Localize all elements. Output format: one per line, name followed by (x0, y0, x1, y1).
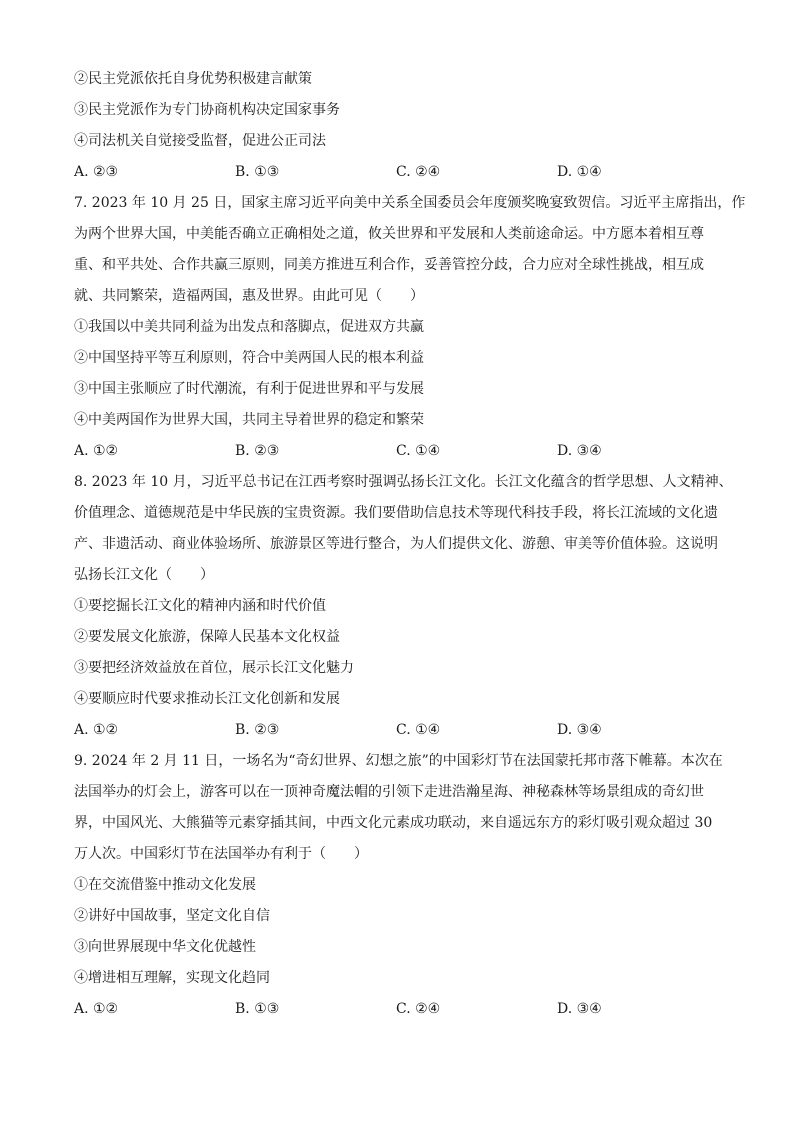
question-9 (74, 746, 724, 1025)
statement: ①我国以中美共同利益为出发点和落脚点，促进双方共赢 (74, 319, 424, 335)
question-stem-line: 产、非遗活动、商业体验场所、旅游景区等进行整合，为人们提供文化、游憩、审美等价值体验。这说明 (74, 536, 718, 552)
question-stem-line: 界，中国风光、大熊猫等元素穿插其间，中西文化元素成功联动，来自遥远东方的彩灯吸引观众超过 30 (74, 815, 713, 831)
question-stem-line: 为两个世界大国，中美能否确立正确相处之道，攸关世界和平发展和人类前途命运。中方愿本着相互尊 (74, 226, 704, 242)
option-b: B. ②③ (235, 722, 280, 738)
statement: ①在交流借鉴中推动文化发展 (74, 877, 256, 893)
statement: ④增进相互理解，实现文化趋同 (74, 970, 270, 986)
option-a: A. ②③ (74, 164, 119, 180)
statement: ②民主党派依托自身优势积极建言献策 (74, 71, 312, 87)
question-8 (74, 467, 733, 746)
exam-page (74, 64, 746, 1025)
option-d: D. ③④ (557, 1001, 602, 1017)
option-b: B. ②③ (235, 443, 280, 459)
statement: ②要发展文化旅游，保障人民基本文化权益 (74, 629, 340, 645)
answer-options (74, 994, 724, 1025)
question-stem-line: 8. 2023 年 10 月，习近平总书记在江西考察时强调弘扬长江文化。长江文化蕴含的哲学思想、人文精神、 (74, 474, 733, 490)
statement: ③要把经济效益放在首位，展示长江文化魅力 (74, 660, 354, 676)
answer-options (74, 436, 724, 467)
answer-options (74, 157, 724, 188)
question-stem-line: 万人次。中国彩灯节在法国举办有利于（ ） (74, 846, 368, 862)
answer-options (74, 715, 724, 746)
question-stem-line: 弘扬长江文化（ ） (74, 567, 214, 583)
statement: ①要挖掘长江文化的精神内涵和时代价值 (74, 598, 326, 614)
statement: ④要顺应时代要求推动长江文化创新和发展 (74, 691, 340, 707)
question-6-continuation (74, 64, 724, 188)
statement: ④司法机关自觉接受监督，促进公正司法 (74, 133, 326, 149)
question-stem-line: 9. 2024 年 2 月 11 日，一场名为“奇幻世界、幻想之旅”的中国彩灯节在法国蒙托邦市落下帷幕。本次在 (74, 753, 723, 769)
option-b: B. ①③ (235, 164, 280, 180)
option-c: C. ②④ (396, 1001, 441, 1017)
statement: ③民主党派作为专门协商机构决定国家事务 (74, 102, 340, 118)
option-a: A. ①② (74, 1001, 119, 1017)
option-c: C. ②④ (396, 164, 441, 180)
statement: ②讲好中国故事，坚定文化自信 (74, 908, 270, 924)
statement: ③中国主张顺应了时代潮流，有利于促进世界和平与发展 (74, 381, 424, 397)
option-c: C. ①④ (396, 722, 441, 738)
option-a: A. ①② (74, 443, 119, 459)
question-stem-line: 7. 2023 年 10 月 25 日，国家主席习近平向美中关系全国委员会年度颁奖晚宴致贺信。习近平主席指出，作 (74, 195, 746, 211)
question-stem-line: 重、和平共处、合作共赢三原则，同美方推进互利合作，妥善管控分歧，合力应对全球性挑战，相互成 (74, 257, 704, 273)
option-d: D. ③④ (557, 443, 602, 459)
option-b: B. ①③ (235, 1001, 280, 1017)
question-stem-line: 价值理念、道德规范是中华民族的宝贵资源。我们要借助信息技术等现代科技手段，将长江流域的文化遗 (74, 505, 718, 521)
option-d: D. ③④ (557, 722, 602, 738)
statement: ③向世界展现中华文化优越性 (74, 939, 256, 955)
question-stem-line: 就、共同繁荣，造福两国，惠及世界。由此可见（ ） (74, 288, 424, 304)
option-c: C. ①④ (396, 443, 441, 459)
question-7 (74, 188, 746, 467)
question-stem-line: 法国举办的灯会上，游客可以在一顶神奇魔法帽的引领下走进浩瀚星海、神秘森林等场景组成的奇幻世 (74, 784, 704, 800)
statement: ④中美两国作为世界大国，共同主导着世界的稳定和繁荣 (74, 412, 424, 428)
statement: ②中国坚持平等互利原则，符合中美两国人民的根本利益 (74, 350, 424, 366)
option-a: A. ①② (74, 722, 119, 738)
option-d: D. ①④ (557, 164, 602, 180)
